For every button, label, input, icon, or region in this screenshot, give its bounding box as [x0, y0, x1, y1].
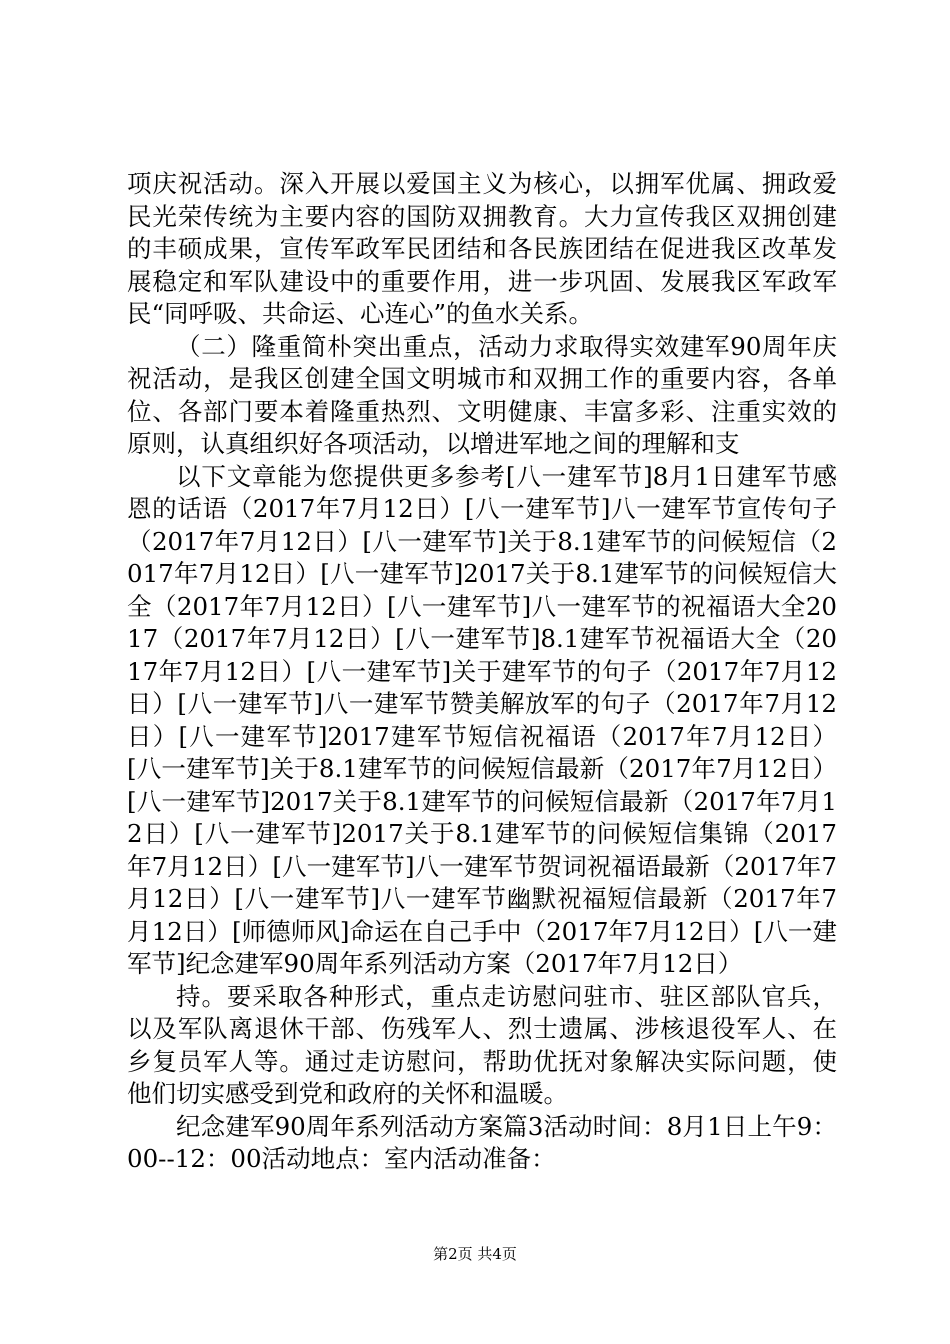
paragraph-1: 项庆祝活动。深入开展以爱国主义为核心，以拥军优属、拥政爱民光荣传统为主要内容的国防双拥教育。大力宣传我区双拥创建的丰硕成果，宣传军政军民团结和各民族团结在促进我区改革发展稳定和军队建设中的重要作用，进一步巩固、发展我区军政军民“同呼吸、共命运、心连心”的鱼水关系。	[127, 169, 837, 328]
paragraph-4: 持。要采取各种形式，重点走访慰问驻市、驻区部队官兵，以及军队离退休干部、伤残军人、烈士遗属、涉核退役军人、在乡复员军人等。通过走访慰问，帮助优抚对象解决实际问题，使他们切实感受到党和政府的关怀和温暖。	[127, 981, 837, 1108]
document-body	[127, 168, 837, 1176]
paragraph-2: （二）隆重简朴突出重点，活动力求取得实效建军90周年庆祝活动，是我区创建全国文明城市和双拥工作的重要内容，各单位、各部门要本着隆重热烈、文明健康、丰富多彩、注重实效的原则，认真组织好各项活动，以增进军地之间的理解和支	[127, 331, 837, 458]
paragraph-3-related-articles: 以下文章能为您提供更多参考[八一建军节]8月1日建军节感恩的话语（2017年7月12日）[八一建军节]八一建军节宣传句子（2017年7月12日）[八一建军节]关于8.1建军节的问候短信（2017年7月12日）[八一建军节]2017关于8.1建军节的问候短信大全（2017年7月12日）[八一建军节]八一建军节的祝福语大全2017（2017年7月12日）[八一建军节]8.1建军节祝福语大全（2017年7月12日）[八一建军节]关于建军节的句子（2017年7月12日）[八一建军节]八一建军节赞美解放军的句子（2017年7月12日）[八一建军节]2017建军节短信祝福语（2017年7月12日）[八一建军节]关于8.1建军节的问候短信最新（2017年7月12日）[八一建军节]2017关于8.1建军节的问候短信最新（2017年7月12日）[八一建军节]2017关于8.1建军节的问候短信集锦（2017年7月12日）[八一建军节]八一建军节贺词祝福语最新（2017年7月12日）[八一建军节]八一建军节幽默祝福短信最新（2017年7月12日）[师德师风]命运在自己手中（2017年7月12日）[八一建军节]纪念建军90周年系列活动方案（2017年7月12日）	[127, 461, 837, 978]
paragraph-5: 纪念建军90周年系列活动方案篇3活动时间：8月1日上午9：00--12：00活动地点：室内活动准备：	[127, 1111, 837, 1173]
page-footer: 第2页 共4页	[433, 1245, 517, 1263]
